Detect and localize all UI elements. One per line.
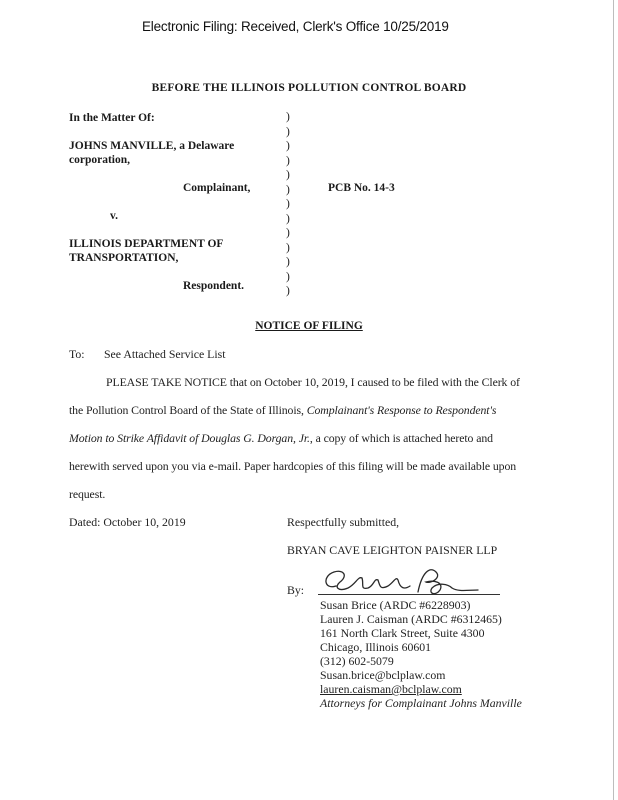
- dated-line: Dated: October 10, 2019: [69, 515, 186, 529]
- respectfully-submitted: Respectfully submitted,: [287, 515, 400, 529]
- body-line-1: PLEASE TAKE NOTICE that on October 10, 2019, I caused to be filed with the Clerk of: [106, 375, 520, 389]
- handwritten-signature: [318, 562, 528, 598]
- respondent-name-line1: ILLINOIS DEPARTMENT OF: [69, 238, 224, 250]
- notice-title: NOTICE OF FILING: [255, 320, 363, 332]
- versus-label: v.: [110, 210, 118, 222]
- case-number: PCB No. 14-3: [328, 182, 395, 194]
- to-label: To:: [69, 347, 85, 361]
- complainant-name-line1: JOHNS MANVILLE, a Delaware: [69, 140, 235, 152]
- body-line-5: request.: [69, 487, 106, 501]
- attorneys-for: Attorneys for Complainant Johns Manville: [320, 696, 522, 710]
- complainant-name-line2: corporation,: [69, 154, 131, 166]
- board-heading: BEFORE THE ILLINOIS POLLUTION CONTROL BOARD: [151, 82, 467, 94]
- body-line-2: [69, 403, 496, 418]
- email-caisman-link[interactable]: lauren.caisman@bclplaw.com: [320, 682, 462, 696]
- body-line-2-plain: the Pollution Control Board of the State of Illinois,: [69, 403, 307, 417]
- body-line-3-plain: , a copy of which is attached hereto and: [309, 431, 493, 445]
- signature-block: [320, 598, 522, 710]
- signer-2: Lauren J. Caisman (ARDC #6312465): [320, 612, 502, 626]
- address-city: Chicago, Illinois 60601: [320, 640, 432, 654]
- body-line-2-italic: Complainant's Response to Respondent's: [306, 403, 497, 417]
- signer-1: Susan Brice (ARDC #6228903): [320, 598, 471, 612]
- to-value: See Attached Service List: [104, 347, 226, 361]
- signature-line: [318, 594, 500, 595]
- firm-name: BRYAN CAVE LEIGHTON PAISNER LLP: [287, 543, 498, 557]
- body-line-3-italic: Motion to Strike Affidavit of Douglas G. Dorgan, Jr.: [69, 431, 310, 445]
- by-label: By:: [287, 583, 305, 597]
- address-street: 161 North Clark Street, Suite 4300: [320, 626, 485, 640]
- complainant-role: Complainant,: [183, 182, 251, 194]
- phone-number: (312) 602-5079: [320, 654, 394, 668]
- email-brice: Susan.brice@bclplaw.com: [320, 668, 446, 682]
- body-line-3: [69, 431, 493, 446]
- respondent-role: Respondent.: [183, 280, 245, 292]
- caption-paren-column: ) ) ) ) ) ) ) ) ) ) ) ) ): [286, 111, 290, 297]
- filing-stamp: Electronic Filing: Received, Clerk's Office 10/25/2019: [142, 19, 449, 34]
- body-line-4: herewith served upon you via e-mail. Paper hardcopies of this filing will be made available upon: [69, 459, 517, 473]
- page-edge: [613, 0, 614, 800]
- in-the-matter-label: In the Matter Of:: [69, 112, 155, 124]
- respondent-name-line2: TRANSPORTATION,: [69, 252, 179, 264]
